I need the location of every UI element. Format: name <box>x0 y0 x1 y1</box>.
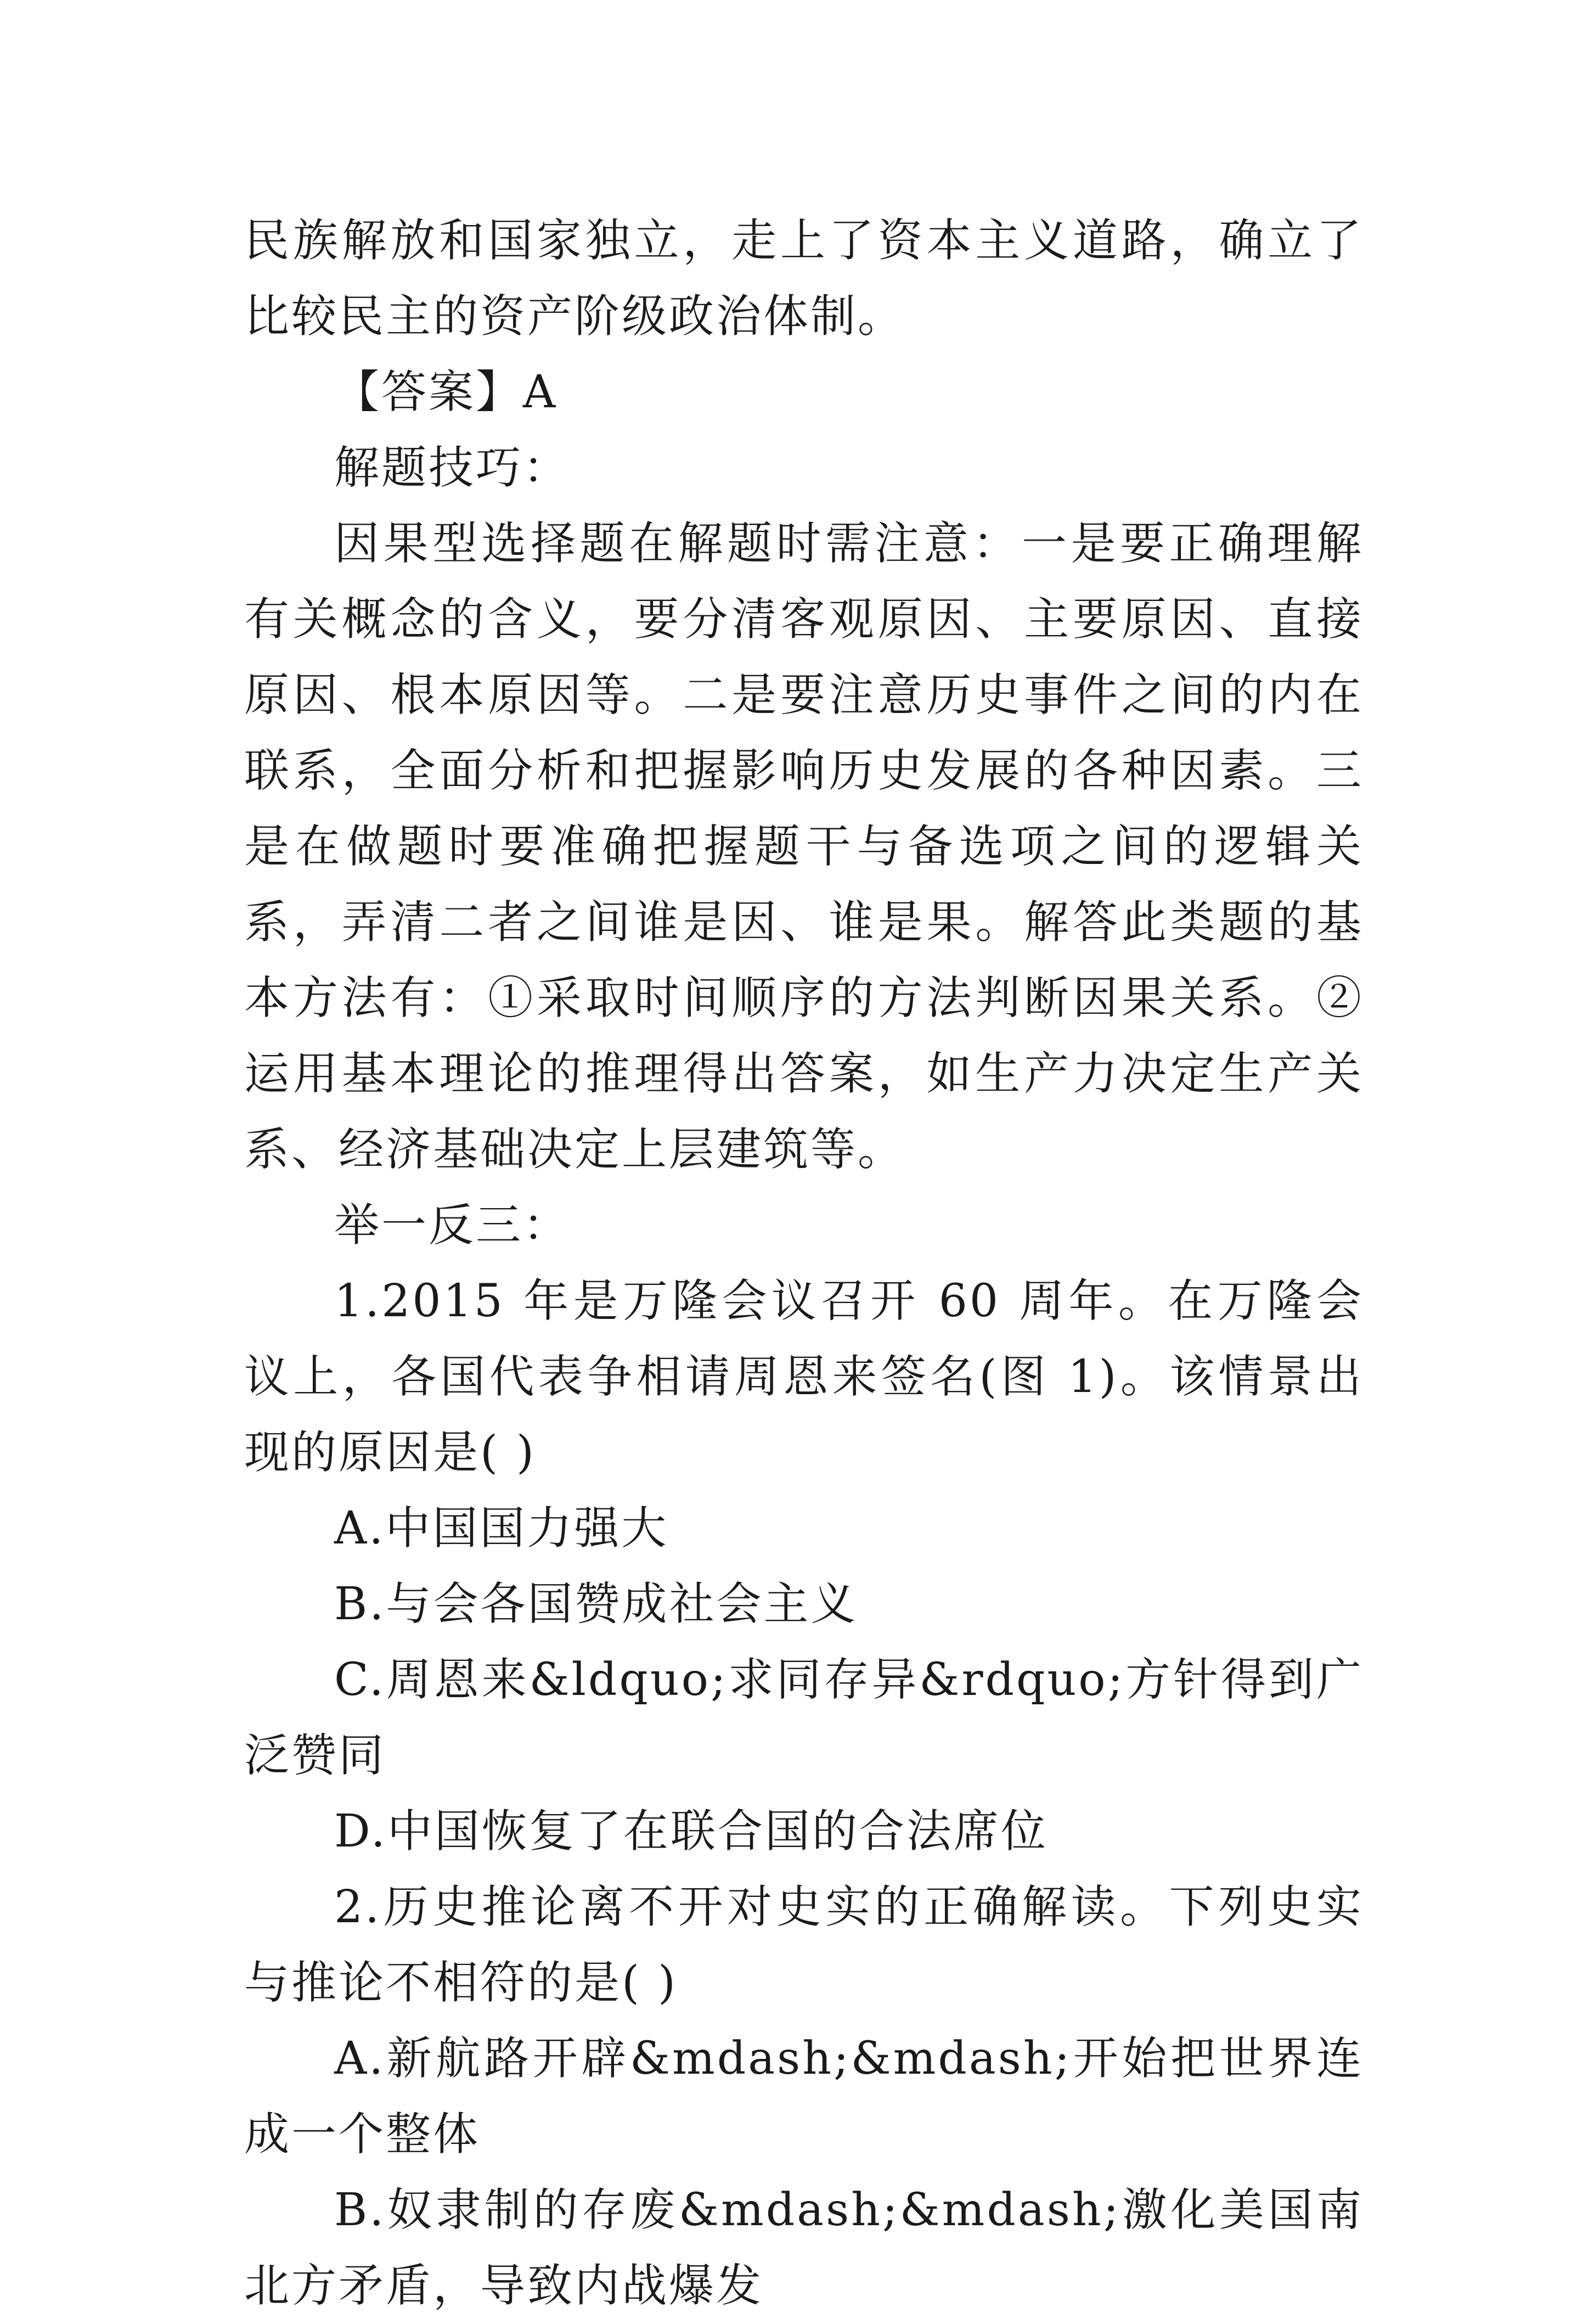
question-1-option-c: C.周恩来&ldquo;求同存异&rdquo;方针得到广泛赞同 <box>244 1654 1364 1782</box>
question-2: 2.历史推论离不开对史实的正确解读。下列史实与推论不相符的是( ) <box>244 1881 1364 2009</box>
question-2-option-b: B.奴隶制的存废&mdash;&mdash;激化美国南北方矛盾，导致内战爆发 <box>244 2184 1364 2312</box>
paragraph-continuation: 民族解放和国家独立，走上了资本主义道路，确立了比较民主的资产阶级政治体制。 <box>244 215 1364 343</box>
question-2-option-a: A.新航路开辟&mdash;&mdash;开始把世界连成一个整体 <box>244 2033 1364 2160</box>
answer-line: 【答案】A <box>334 366 558 418</box>
document-body <box>244 203 1364 2324</box>
practice-heading: 举一反三： <box>334 1199 571 1251</box>
tips-paragraph: 因果型选择题在解题时需注意：一是要正确理解有关概念的含义，要分清客观原因、主要原因、直接原因、根本原因等。二是要注意历史事件之间的内在联系，全面分析和把握影响历史发展的各种因素。三是在做题时要准确把握题干与备选项之间的逻辑关系，弄清二者之间谁是因、谁是果。解答此类题的基本方法有：①采取时间顺序的方法判断因果关系。②运用基本理论的推理得出答案，如生产力决定生产关系、经济基础决定上层建筑等。 <box>244 518 1364 1176</box>
question-1: 1.2015 年是万隆会议召开 60 周年。在万隆会议上，各国代表争相请周恩来签名(图 1)。该情景出现的原因是( ) <box>244 1275 1364 1479</box>
question-1-option-d: D.中国恢复了在联合国的合法席位 <box>334 1805 1048 1857</box>
tips-heading: 解题技巧： <box>334 442 571 494</box>
question-1-option-b: B.与会各国赞成社会主义 <box>334 1578 858 1630</box>
question-1-option-a: A.中国国力强大 <box>334 1502 669 1554</box>
